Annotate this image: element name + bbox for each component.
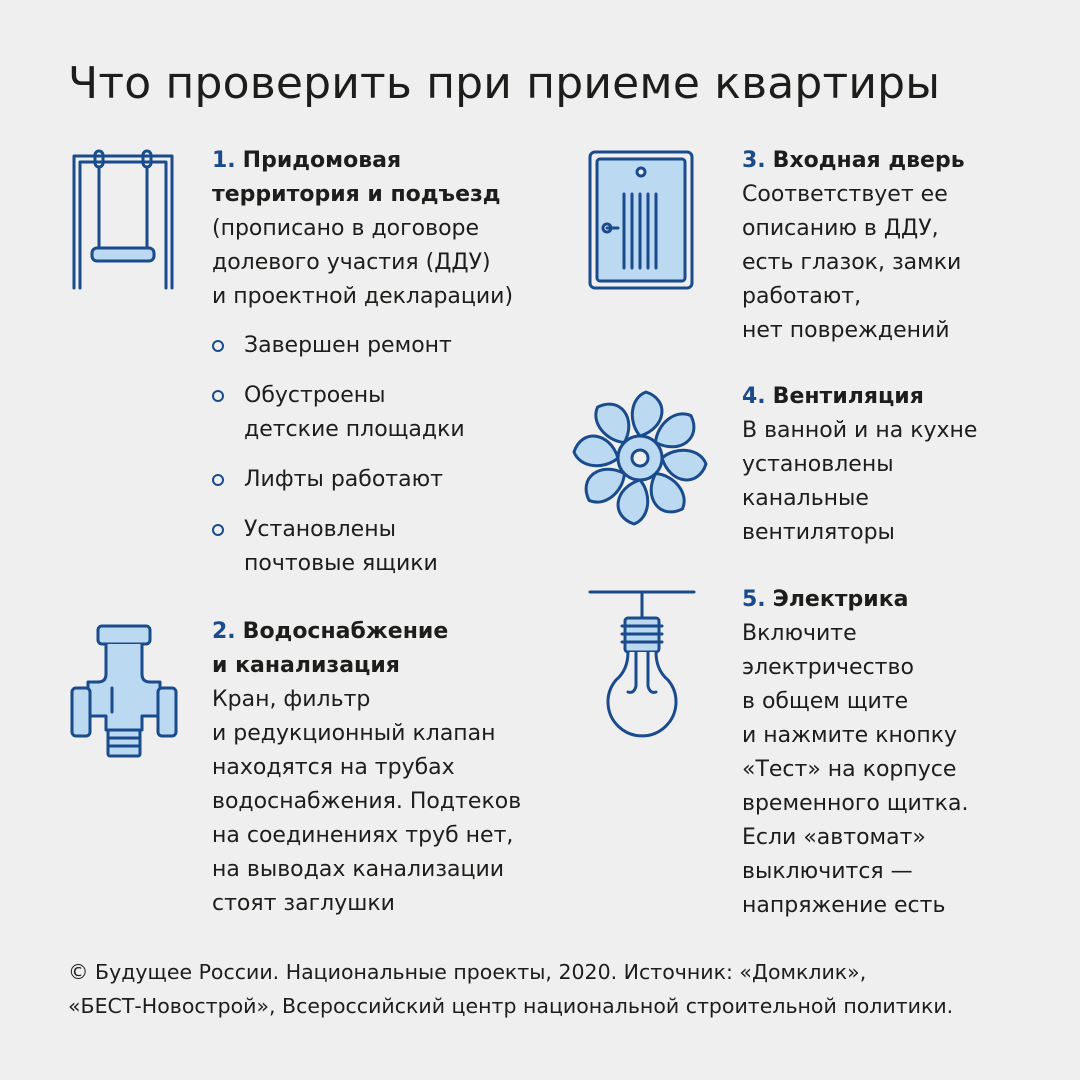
section-5-body-line: и нажмите кнопку — [742, 723, 958, 748]
section-5-body-line: Если «автомат» — [742, 825, 926, 850]
section-1-body-line: и проектной декларации) — [212, 284, 514, 309]
section-4 — [742, 380, 977, 550]
section-4-number: 4. — [742, 384, 766, 409]
section-2-body-line: водоснабжения. Подтеков — [212, 789, 522, 814]
section-2-body-line: находятся на трубах — [212, 755, 455, 780]
section-2-body-line: Кран, фильтр — [212, 687, 371, 712]
list-item: Установлены почтовые ящики — [212, 513, 465, 581]
section-2-body-line: на выводах канализации — [212, 857, 505, 882]
circle-bullet-icon — [212, 524, 224, 536]
section-1-body-line: долевого участия (ДДУ) — [212, 250, 491, 275]
list-item: Завершен ремонт — [212, 329, 465, 363]
section-4-heading-line: 4. Вентиляция — [742, 384, 924, 409]
section-2 — [212, 615, 521, 921]
section-3-number: 3. — [742, 148, 766, 173]
section-5-body-line: в общем щите — [742, 689, 909, 714]
fan-blade — [574, 436, 618, 466]
section-1 — [212, 144, 513, 314]
fan-icon — [570, 388, 710, 528]
section-5-body-line: «Тест» на корпусе — [742, 757, 957, 782]
section-5-body-line: временного щитка. — [742, 791, 969, 816]
section-4-body-line: канальные — [742, 486, 869, 511]
section-5-number: 5. — [742, 587, 766, 612]
section-4-body-line: В ванной и на кухне — [742, 418, 978, 443]
list-item: Лифты работают — [212, 463, 465, 497]
list-item: Обустроены детские площадки — [212, 379, 465, 447]
section-1-heading-line: 1. Придомовая — [212, 148, 402, 173]
section-5-body-line: выключится — — [742, 859, 913, 884]
section-2-heading-line: 2. Водоснабжение — [212, 619, 449, 644]
section-3 — [742, 144, 965, 348]
circle-bullet-icon — [212, 474, 224, 486]
section-3-body-line: нет повреждений — [742, 318, 950, 343]
section-2-body-line: стоят заглушки — [212, 891, 395, 916]
section-5-body-line: Включите — [742, 621, 857, 646]
section-3-body-line: есть глазок, замки — [742, 250, 962, 275]
section-5-body-line: электричество — [742, 655, 914, 680]
page-title: Что проверить при приеме квартиры — [68, 58, 941, 109]
footer-credits — [68, 955, 953, 1023]
section-2-heading-line: и канализация — [212, 653, 400, 678]
section-3-body-line: Соответствует ее — [742, 182, 948, 207]
section-1-body-line: (прописано в договоре — [212, 216, 480, 241]
section-5-body-line: напряжение есть — [742, 893, 946, 918]
section-5-heading-line: 5. Электрика — [742, 587, 909, 612]
footer-line: «БЕСТ-Новострой», Всероссийский центр национальной строительной политики. — [68, 994, 954, 1018]
section-3-heading-line: 3. Входная дверь — [742, 148, 965, 173]
section-3-body-line: работают, — [742, 284, 862, 309]
circle-bullet-icon — [212, 340, 224, 352]
swing-icon — [68, 148, 180, 294]
fan-blade — [632, 392, 662, 436]
section-2-number: 2. — [212, 619, 236, 644]
section-2-body-line: на соединениях труб нет, — [212, 823, 514, 848]
section-4-body-line: установлены — [742, 452, 894, 477]
fan-blade — [662, 450, 706, 480]
section-1-heading-line: территория и подъезд — [212, 182, 501, 207]
door-icon — [588, 150, 694, 292]
section-2-body-line: и редукционный клапан — [212, 721, 496, 746]
section-1-number: 1. — [212, 148, 236, 173]
section-3-body-line: описанию в ДДУ, — [742, 216, 939, 241]
circle-bullet-icon — [212, 390, 224, 402]
section-1-checklist — [212, 329, 465, 597]
pipe-valve-icon — [68, 622, 182, 764]
fan-blade — [618, 480, 648, 524]
section-4-body-line: вентиляторы — [742, 520, 895, 545]
light-bulb-icon — [588, 588, 696, 746]
section-5 — [742, 583, 968, 923]
footer-line: © Будущее России. Национальные проекты, 2020. Источник: «Домклик», — [68, 960, 867, 984]
